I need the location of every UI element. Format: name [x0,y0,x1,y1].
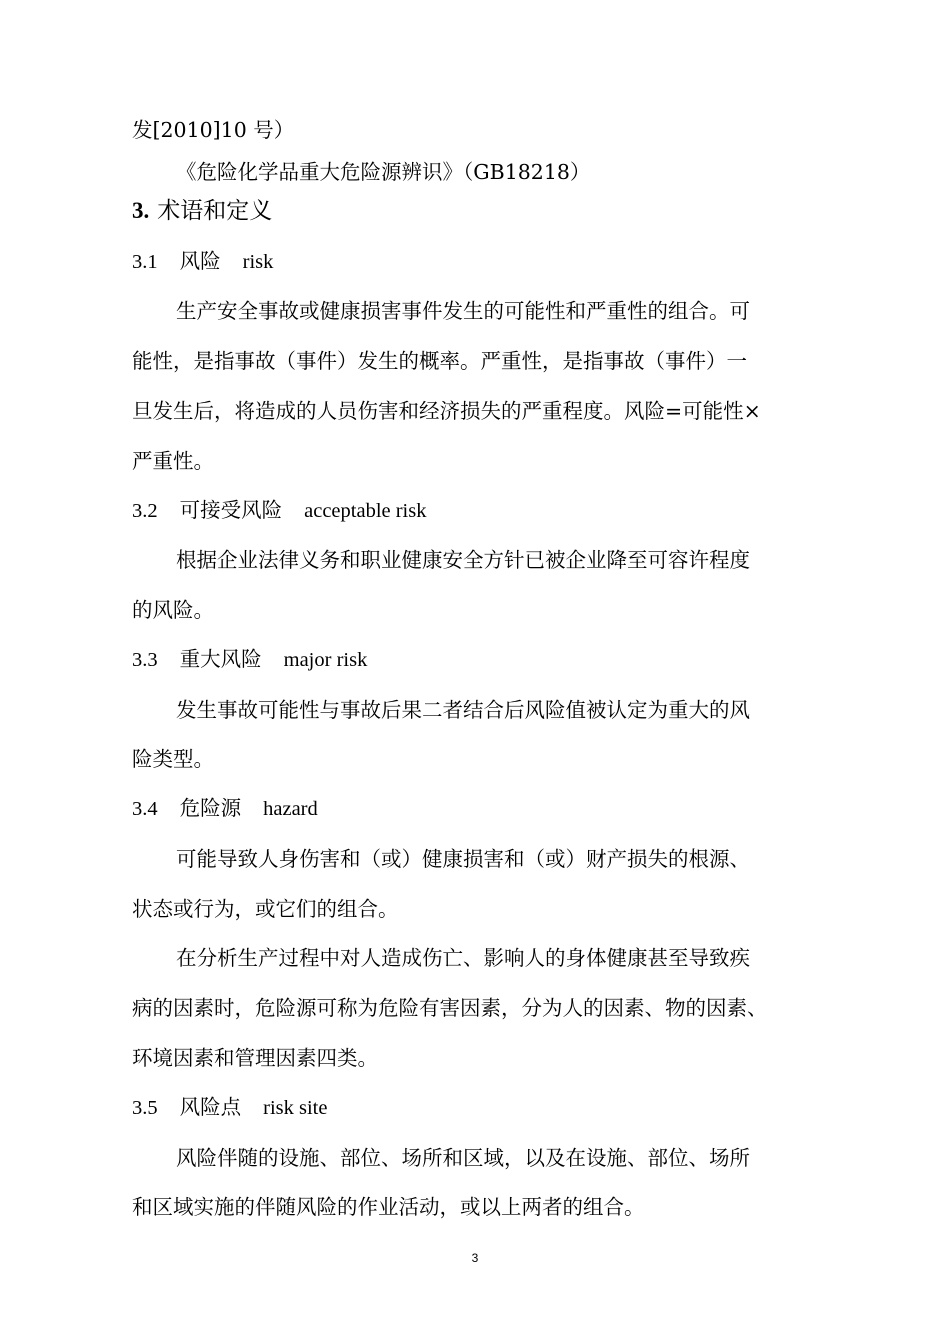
definition-line: 能性，是指事故（事件）发生的概率。严重性，是指事故（事件）一 [132,349,747,373]
term-en: hazard [263,798,318,820]
section-number: 3. [132,198,150,223]
page-number: 3 [471,1251,479,1265]
definition-line: 和区域实施的伴随风险的作业活动，或以上两者的组合。 [132,1195,645,1219]
term-heading-major-risk [132,646,367,674]
term-number: 3.4 [132,798,158,820]
term-cn: 重大风险 [179,649,262,671]
definition-line: 险类型。 [132,747,214,771]
term-number: 3.1 [132,251,158,273]
term-cn: 危险源 [179,798,242,820]
definition-line: 根据企业法律义务和职业健康安全方针已被企业降至可容许程度 [176,548,750,572]
term-heading-risk [132,248,273,276]
definition-line: 状态或行为，或它们的组合。 [132,897,399,921]
term-number: 3.5 [132,1097,158,1119]
term-cn: 风险 [179,251,221,273]
term-en: risk [242,251,274,273]
definition-line: 病的因素时，危险源可称为危险有害因素，分为人的因素、物的因素、 [132,996,768,1020]
definition-line: 在分析生产过程中对人造成伤亡、影响人的身体健康甚至导致疾 [176,946,750,970]
term-en: major risk [283,649,368,671]
term-number: 3.3 [132,649,158,671]
term-number: 3.2 [132,500,158,522]
term-cn: 可接受风险 [179,500,283,522]
reference-continuation: 发[2010]10 号） [132,118,295,142]
definition-line: 的风险。 [132,598,214,622]
reference-gb18218: 《危险化学品重大危险源辨识》（GB18218） [176,160,591,184]
term-heading-hazard [132,795,318,823]
definition-line: 环境因素和管理因素四类。 [132,1046,378,1070]
term-heading-risk-site [132,1094,327,1122]
section-title: 术语和定义 [157,198,273,224]
definition-line: 旦发生后，将造成的人员伤害和经济损失的严重程度。风险=可能性× [132,399,761,423]
term-en: risk site [263,1097,328,1119]
term-en: acceptable risk [304,500,427,522]
definition-line: 严重性。 [132,449,214,473]
definition-line: 可能导致人身伤害和（或）健康损害和（或）财产损失的根源、 [176,847,750,871]
term-cn: 风险点 [179,1097,242,1119]
definition-line: 风险伴随的设施、部位、场所和区域，以及在设施、部位、场所 [176,1146,750,1170]
definition-line: 生产安全事故或健康损害事件发生的可能性和严重性的组合。可 [176,299,750,323]
term-heading-acceptable-risk [132,497,426,525]
section-heading [132,197,272,225]
definition-line: 发生事故可能性与事故后果二者结合后风险值被认定为重大的风 [176,698,750,722]
